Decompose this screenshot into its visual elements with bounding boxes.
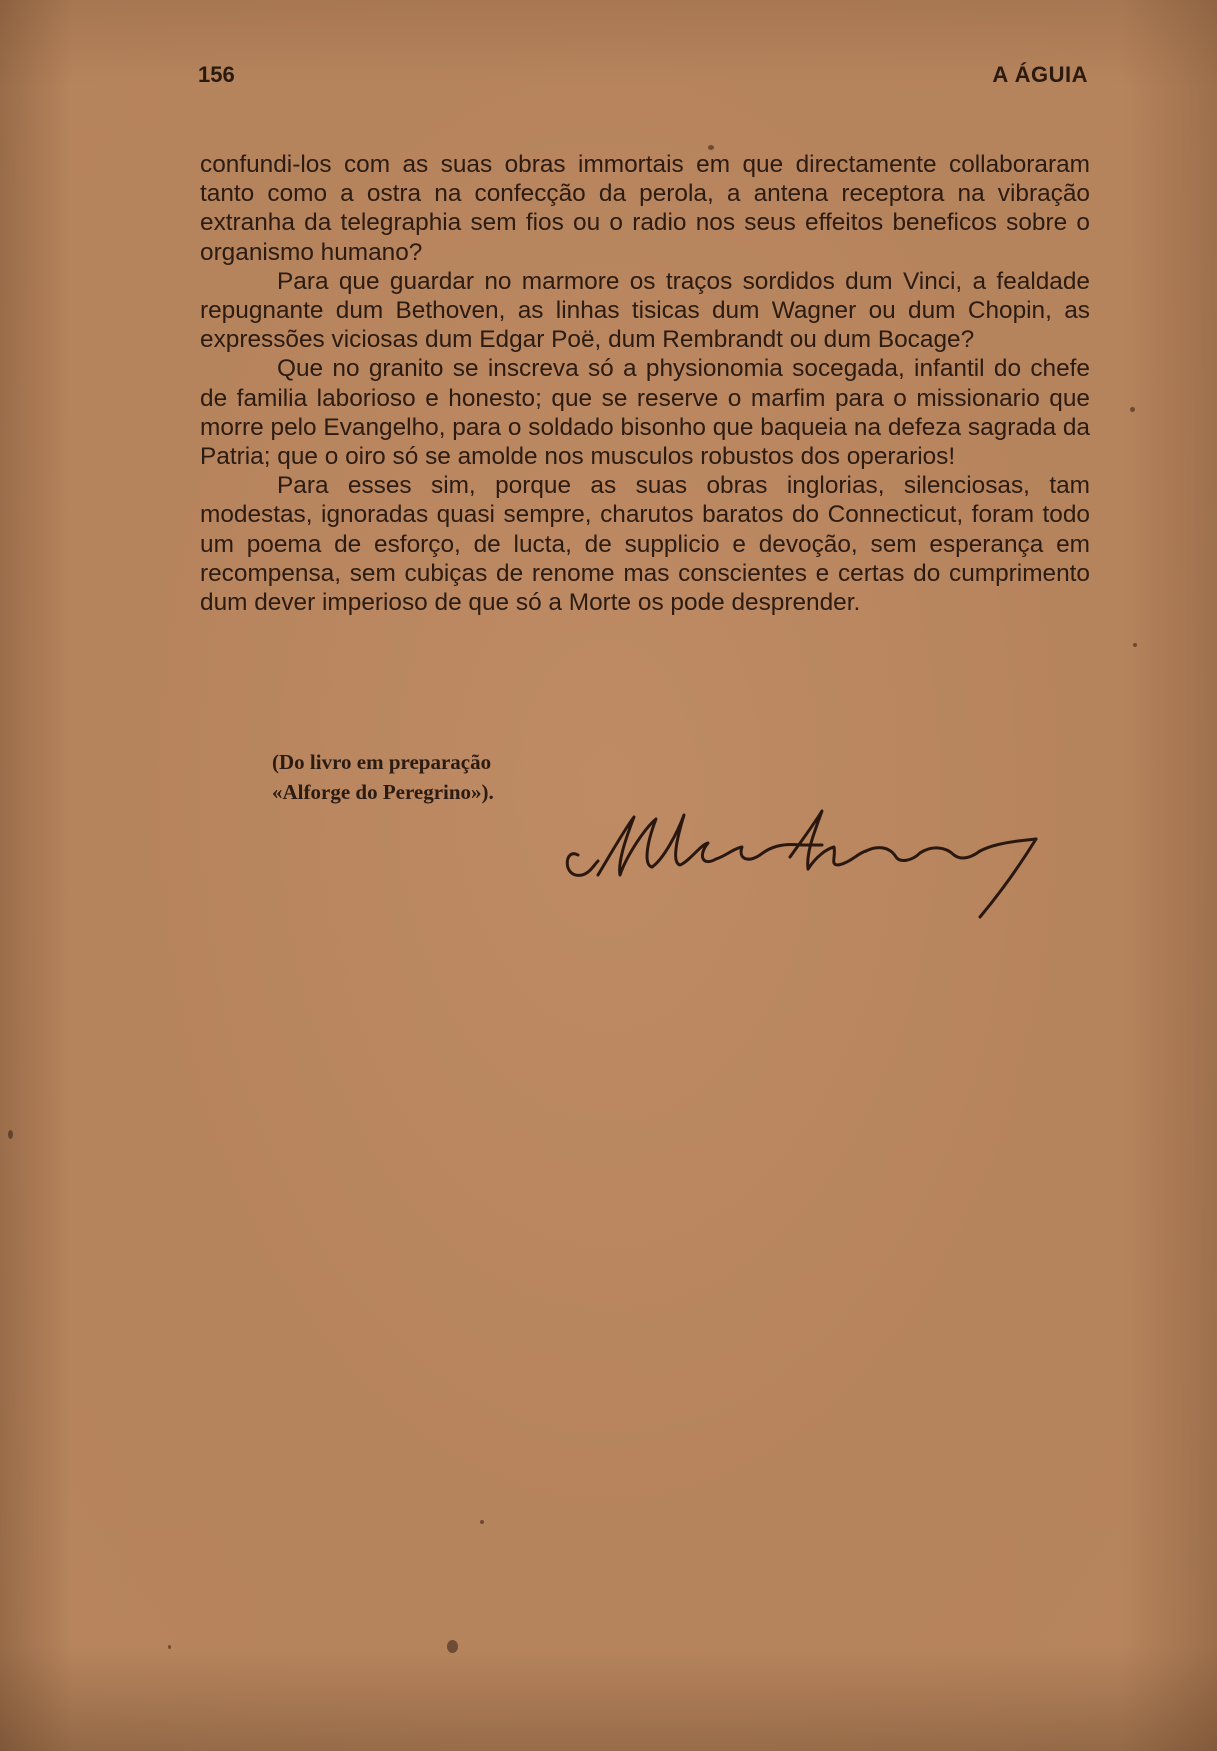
paper-speck (480, 1520, 484, 1524)
source-note-line-1: (Do livro em preparação (272, 750, 492, 774)
paragraph-2: Para que guardar no marmore os traços sordidos dum Vinci, a fealdade repugnante dum Bethoven, as linhas tisicas dum Wagner ou dum Chopin, as expressões viciosas dum Edgar Poë, dum Rembrandt ou dum Bocage? (200, 267, 1090, 354)
journal-title: A ÁGUIA (992, 62, 1088, 87)
paper-speck (1130, 407, 1135, 412)
paragraph-4: Para esses sim, porque as suas obras inglorias, silenciosas, tam modestas, ignoradas quasi sempre, charutos baratos do Connecticut, foram todo um poema de esforço, de lucta, de supplicio e devoção, sem esperança em recompensa, sem cubiças de renome mas conscientes e certas do cumprimento dum dever imperioso de que só a Morte os pode desprender. (200, 472, 1090, 617)
body-text (200, 150, 1090, 617)
source-note (272, 747, 602, 807)
paragraph-3: Que no granito se inscreva só a physionomia socegada, infantil do chefe de familia laborioso e honesto; que se reserve o marfim para o missionario que morre pelo Evangelho, para o soldado bisonho que baqueia na defeza sagrada da Patria; que o oiro só se amolde nos musculos robustos dos operarios! (200, 355, 1090, 471)
paragraph-1: confundi-los com as suas obras immortais em que directamente collaboraram tanto como a ostra na confecção da perola, a antena receptora na vibração extranha da telegraphia sem fios ou o radio nos seus effeitos beneficos sobre o organismo humano? (200, 151, 1090, 266)
paper-speck (168, 1645, 171, 1649)
handwritten-signature (560, 805, 1100, 925)
source-note-line-2: «Alforge do Peregrino»). (272, 780, 494, 804)
running-head (198, 62, 1088, 94)
paper-speck (8, 1130, 13, 1139)
paper-speck (1133, 643, 1137, 647)
paper-speck (447, 1640, 458, 1653)
page-number: 156 (198, 62, 235, 87)
